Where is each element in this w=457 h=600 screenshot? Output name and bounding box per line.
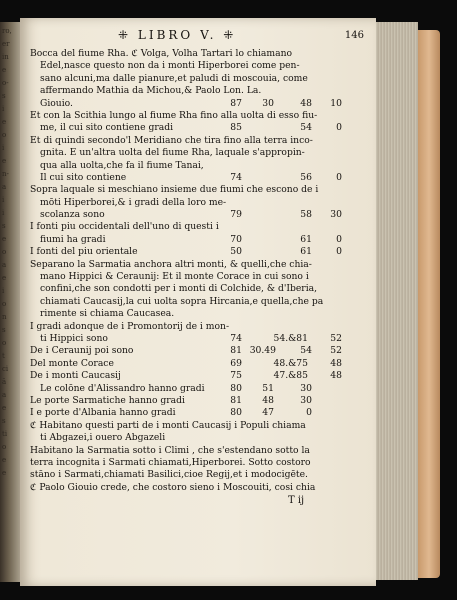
table-row [30,122,370,134]
table-row [30,246,370,258]
facing-page-fragment: s [2,92,6,100]
text-line: ℭ Habitano questi parti de i monti Caucasij i Populi chiama [30,419,306,431]
degree-value: 0 [336,122,342,134]
degree-value: 48 [330,370,342,382]
text-line: ti Abgazei,i ouero Abgazeli [40,432,166,444]
degree-value: 48.&75 [273,357,308,369]
text-line: Et con la Scithia lungo al fiume Rha fino alla uolta di esso fiu- [30,109,318,121]
facing-page-fragment: ti [2,430,8,438]
degree-value: 47.&85 [273,370,308,382]
row-label: Le colōne d'Alissandro hanno gradi [40,382,205,394]
facing-page-fragment: o [2,248,7,256]
degree-value: 30 [300,394,312,406]
text-line: I fonti piu occidentali dell'uno di questi i [30,221,219,233]
degree-value: 85 [230,122,242,134]
facing-page-fragment: e [2,118,7,126]
row-label: De i monti Caucasij [30,370,121,382]
facing-page-fragment: o [2,131,7,139]
degree-value: 79 [230,209,242,221]
text-line: qua alla uolta,che fa il fiume Tanai, [40,159,204,171]
degree-value: 51 [262,382,274,394]
degree-value: 80 [230,407,242,419]
facing-page-fragment: e [2,469,7,475]
table-row [30,407,370,419]
facing-page-fragment: s [2,417,6,425]
degree-value: 56 [300,171,312,183]
degree-value: 0 [306,407,312,419]
facing-page-fragment: ci [2,365,9,373]
vellum-cover [418,30,440,578]
facing-page-fragment: t [2,352,5,360]
degree-value: 30 [300,382,312,394]
facing-page-fragment: i [2,209,5,217]
text-line: chiamati Caucasij,la cui uolta sopra Hircania,e quella,che pa [40,295,324,307]
row-label: ti Hippici sono [40,332,108,344]
text-line: gnita. E un'altra uolta del fiume Rha, laquale s'appropin- [40,147,305,159]
table-row [30,98,370,110]
facing-page-fragment: o [2,339,7,347]
page-header [30,28,370,48]
degree-value: 30 [330,209,342,221]
degree-value: 0 [336,246,342,258]
facing-page-fragment: o [2,300,7,308]
text-line: Separano la Sarmatia anchora altri monti, & quelli,che chia- [30,258,312,270]
running-head: ⁜ LIBRO V. ⁜ [118,28,237,42]
text-line: Habitano la Sarmatia sotto i Climi , che s'estendano sotto la [30,444,310,456]
degree-value: 69 [230,357,242,369]
facing-page-fragment: o [2,443,7,451]
table-row [30,333,370,345]
table-row [30,395,370,407]
facing-page-fragment: e [2,456,7,464]
degree-value: 74 [230,171,242,183]
degree-value: 61 [300,233,312,245]
row-label: I fonti del piu orientale [30,246,138,258]
facing-page-fragment: s [2,326,6,334]
facing-page-fragment: ro, [2,27,12,35]
degree-value: 54 [300,345,312,357]
degree-value: 81 [230,345,242,357]
text-line: ℭ Paolo Giouio crede, che costoro sieno i Moscouiti, cosi chia [30,481,316,493]
text-line: sano alcuni,ma dalle pianure,et paludi di moscouia, come [40,72,308,84]
facing-page-fragment: a [2,183,7,191]
text-line: affermando Mathia da Michou,& Paolo Lon. La. [40,85,262,97]
degree-value: 0 [336,233,342,245]
text-line: rimente si chiama Caucasea. [40,308,175,320]
degree-value: 0 [336,171,342,183]
degree-value: 10 [330,97,342,109]
degree-value: 58 [300,209,312,221]
degree-value: 48 [262,394,274,406]
degree-value: 54 [300,122,312,134]
page-text [30,28,370,508]
degree-value: 30 [262,97,274,109]
text-line: Bocca del fiume Rha. ℭ Volga, Volha Tartari lo chiamano [30,48,293,59]
facing-page-fragment: ā [2,378,7,386]
row-label: Le porte Sarmatiche hanno gradi [30,394,185,406]
degree-value: 74 [230,332,242,344]
facing-page-fragment: e [2,157,7,165]
facing-page-fragment: n [2,313,7,321]
facing-page-fragment: o- [2,79,9,87]
facing-page-fragment: a [2,261,7,269]
table-row [30,358,370,370]
facing-page-fragment: s [2,222,6,230]
degree-value: 70 [230,233,242,245]
text-line: confini,che son condotti per i monti di Colchide, & d'Iberia, [40,283,318,295]
facing-page-fragment: e [2,235,7,243]
text-line: Sopra laquale si meschiano insieme due fiumi che escono de i [30,184,319,196]
row-label: De i Ceraunij poi sono [30,345,134,357]
table-row [30,172,370,184]
facing-page-fragment: a [2,391,7,399]
degree-value: 48 [330,357,342,369]
degree-value: 30.49 [249,345,276,357]
row-label: Il cui sito contiene [40,171,127,183]
facing-page-fragment: i [2,144,5,152]
row-label: Giouio. [40,97,73,109]
table-row [30,345,370,357]
degree-value: 47 [262,407,274,419]
table-row [30,370,370,382]
body-text [30,48,370,494]
facing-page-fragment: n- [2,170,9,178]
facing-page-fragment: in [2,53,9,61]
facing-page-fragment: e [2,66,7,74]
degree-value: 61 [300,246,312,258]
facing-page-fragment: e [2,274,7,282]
degree-value: 50 [230,246,242,258]
folio-number: 146 [344,30,364,41]
text-line: terra incognita i Sarmati chiamati,Hiperborei. Sotto costoro [30,456,311,468]
text-line: Et di quindi secondo'l Meridiano che tira fino alla terra inco- [30,134,313,146]
facing-page-fragment: i [2,105,5,113]
text-line: Edel,nasce questo non da i monti Hiperborei come pen- [40,60,300,72]
text-line: stāno i Sarmati,chiamati Basilici,cioe Regij,et i modocigēte. [30,469,308,481]
text-line: I gradi adonque de i Promontorij de i mon- [30,320,230,332]
page-stack-edge [376,22,418,580]
row-label: I e porte d'Albania hanno gradi [30,407,176,419]
table-row [30,234,370,246]
degree-value: 80 [230,382,242,394]
degree-value: 54.&81 [273,332,308,344]
degree-value: 52 [330,345,342,357]
table-row [30,383,370,395]
facing-page-fragment: i [2,287,5,295]
facing-page-fragment: e [2,404,7,412]
table-row [30,209,370,221]
degree-value: 48 [300,97,312,109]
row-label: me, il cui sito contiene gradi [40,122,174,134]
signature-mark: T ij [288,495,305,507]
degree-value: 75 [230,370,242,382]
row-label: Del monte Corace [30,357,114,369]
facing-page-fragment: i [2,196,5,204]
facing-page-fragment: er [2,40,10,48]
text-line: mano Hippici & Ceraunij: Et il monte Corace in cui sono i [40,271,309,283]
degree-value: 52 [330,332,342,344]
row-label: scolanza sono [40,209,105,221]
row-label: fiumi ha gradi [40,233,106,245]
degree-value: 81 [230,394,242,406]
text-line: mōti Hiperborei,& i gradi della loro me- [40,196,227,208]
facing-page-text-fragments [2,25,18,475]
degree-value: 87 [230,97,242,109]
